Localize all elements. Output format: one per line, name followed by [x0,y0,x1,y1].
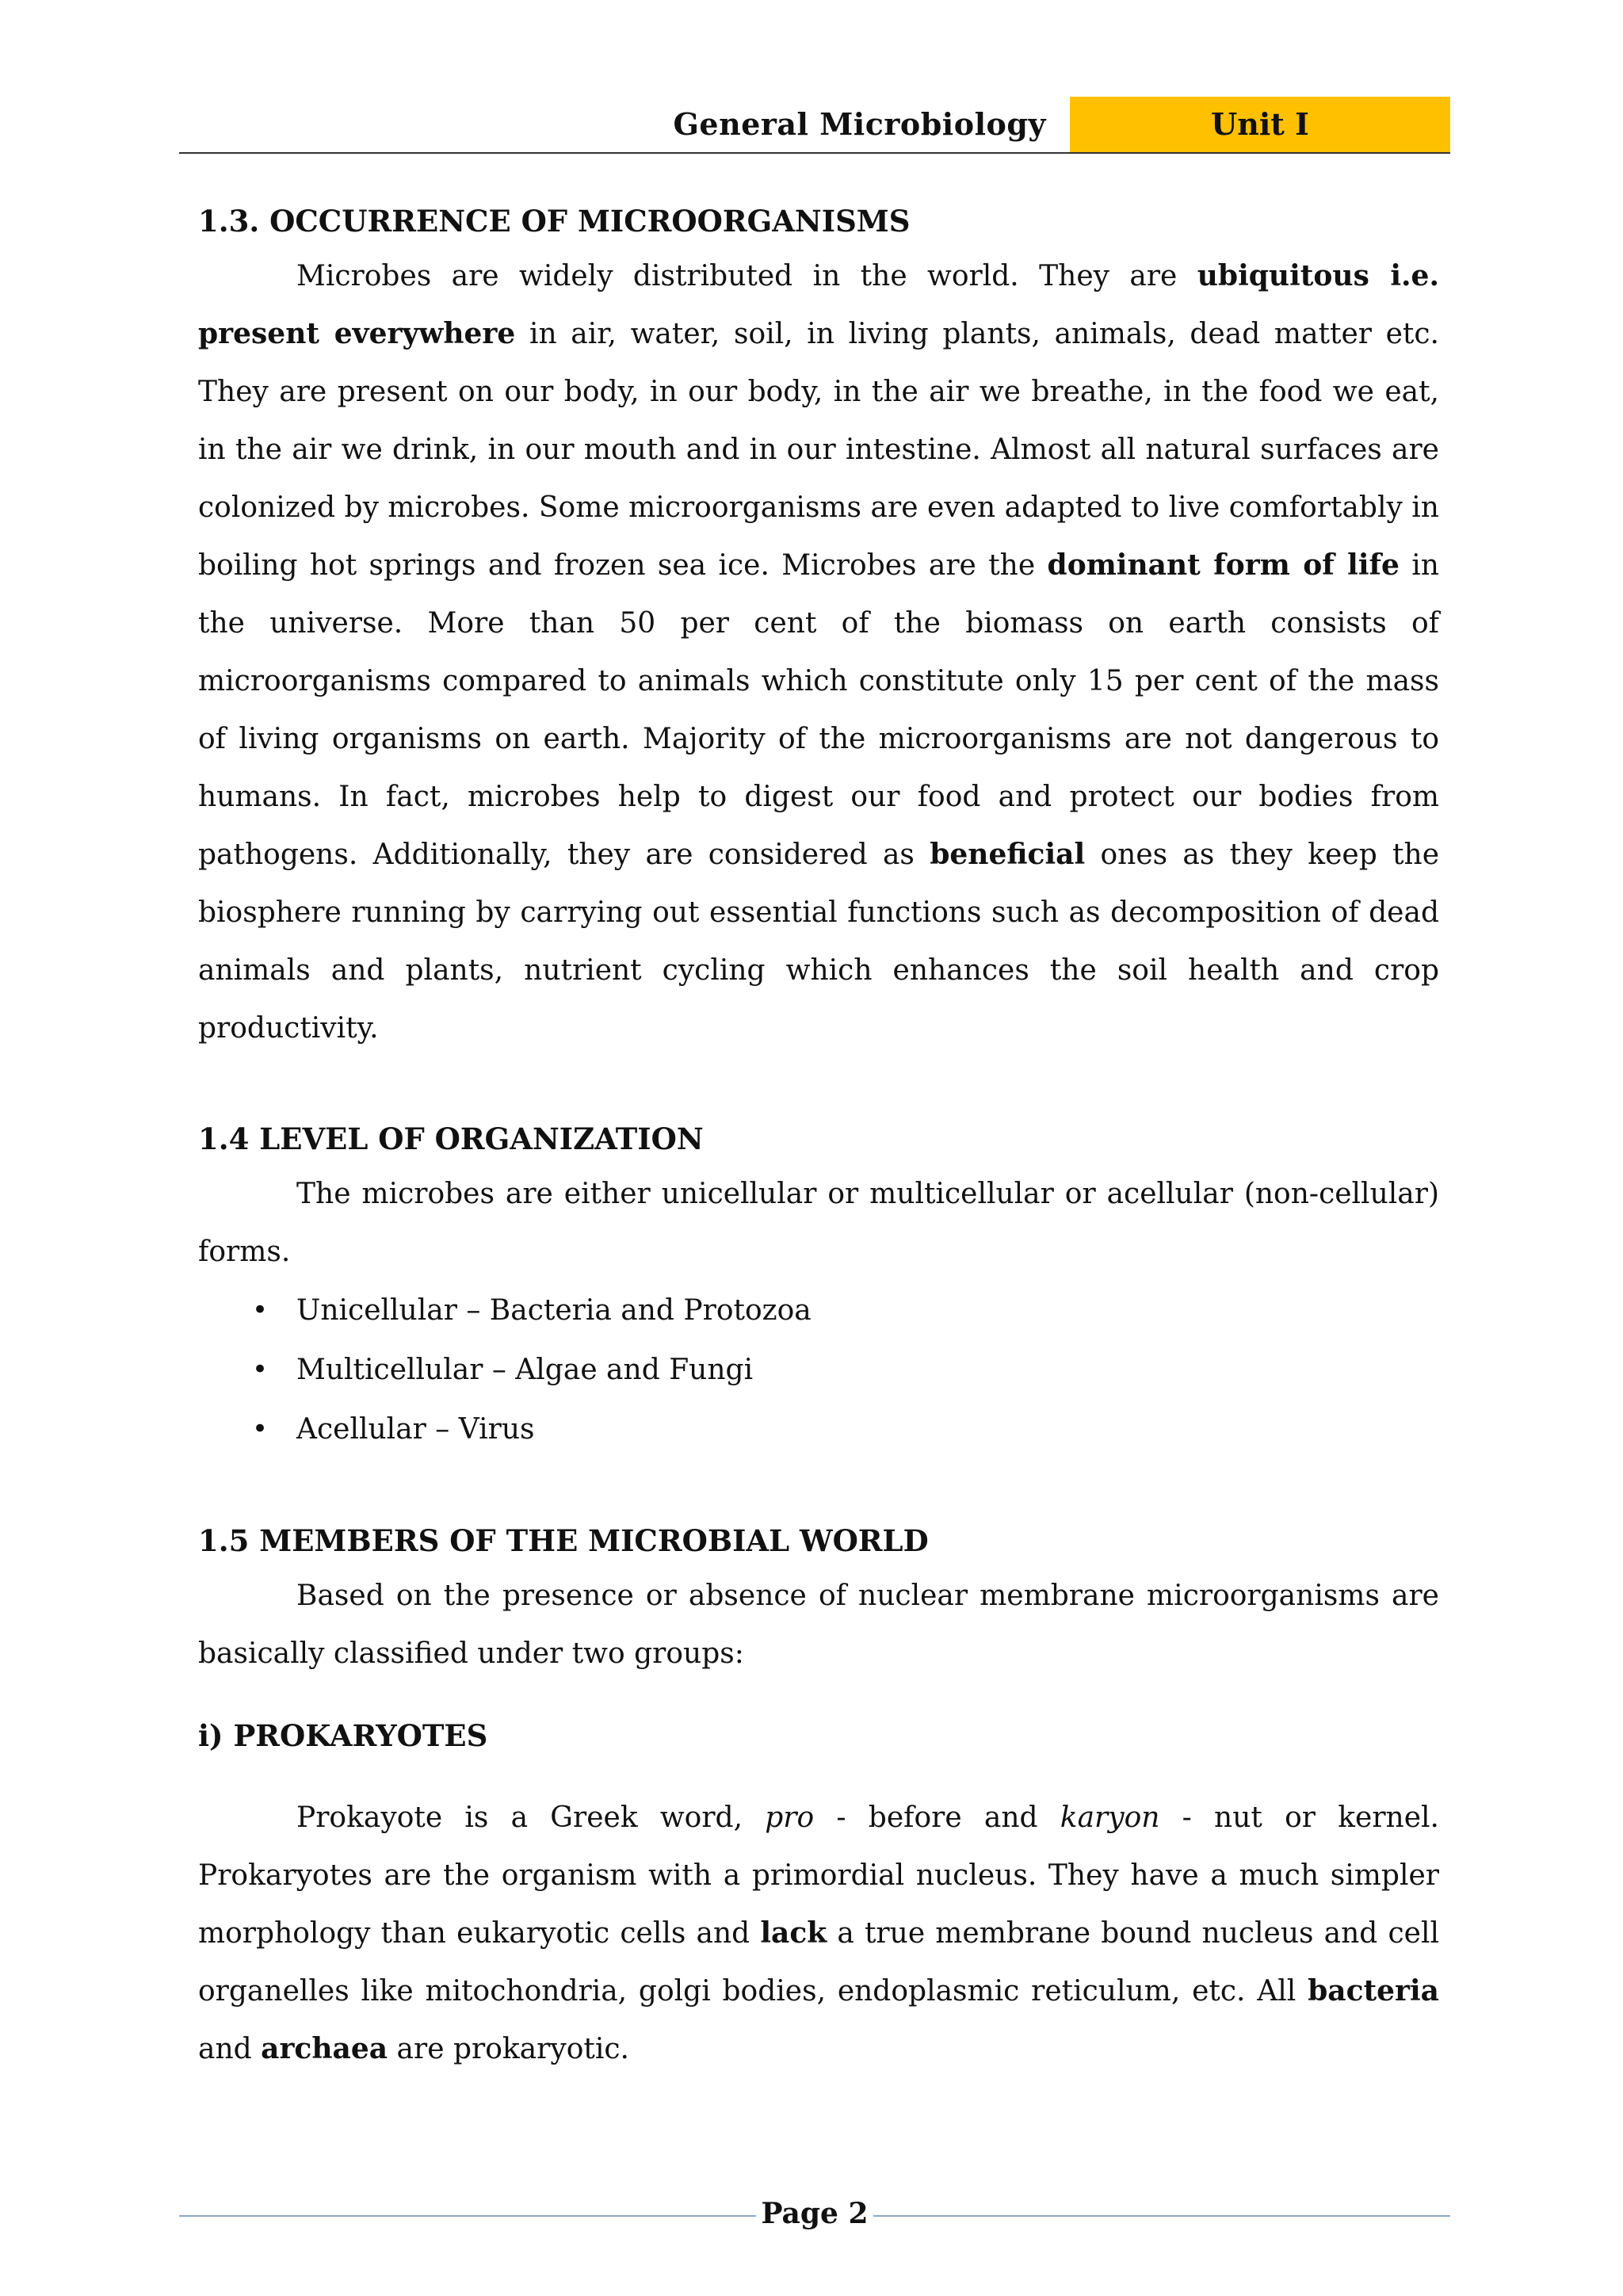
organization-list [198,1281,1439,1459]
bold-text: bacteria [1308,1974,1439,2008]
paragraph-occurrence [198,247,1439,1057]
italic-text: karyon [1060,1801,1160,1834]
unit-badge: Unit I [1070,97,1450,152]
text-run: Prokayote is a Greek word, [296,1801,766,1834]
list-item-text: Unicellular – Bacteria and Protozoa [296,1294,812,1327]
list-item [198,1340,1439,1400]
header-divider [179,152,1450,154]
bullet-icon: • [252,1413,269,1445]
section-heading-occurrence: 1.3. OCCURRENCE OF MICROORGANISMS [198,204,911,239]
section-heading-members: 1.5 MEMBERS OF THE MICROBIAL WORLD [198,1523,929,1558]
list-item [198,1400,1439,1459]
text-run: in the universe. More than 50 per cent of the biomass on earth consists of microorganisms compared to animals which constitute only 15 per cent of the mass of living organisms on earth. Majority of the microorganisms are not dangerous to humans. In fact, microbes help to digest our food and protect our bodies from pathogens. Additionally, they are considered as [198,549,1439,871]
subsection-heading-prokaryotes: i) PROKARYOTES [198,1718,488,1753]
italic-text: pro [765,1801,815,1834]
list-item [198,1281,1439,1340]
bullet-icon: • [252,1294,269,1326]
bullet-icon: • [252,1354,269,1385]
document-title: General Microbiology [673,106,1046,142]
bold-text: archaea [261,2032,388,2065]
list-item-text: Multicellular – Algae and Fungi [296,1354,754,1386]
text-run: - before and [814,1801,1060,1834]
section-heading-organization: 1.4 LEVEL OF ORGANIZATION [198,1121,704,1156]
bold-text: ubiquitous i.e. present everywhere [198,259,1439,350]
bold-text: dominant form of life [1047,548,1400,582]
text-run: a true membrane bound nucleus and cell organelles like mitochondria, golgi bodies, endoplasmic reticulum, etc. All [198,1917,1439,2008]
page-footer [179,2192,1450,2240]
text-run: and [198,2033,262,2065]
bold-text: beneficial [930,838,1086,871]
text-run: - nut or kernel. Prokaryotes are the organism with a primordial nucleus. They have a much simpler morphology than eukaryotic cells and [198,1801,1439,1950]
paragraph-prokaryotes [198,1789,1439,2078]
list-item-text: Acellular – Virus [296,1413,535,1446]
page-body [198,195,1439,2078]
paragraph-organization: The microbes are either unicellular or multicellular or acellular (non-cellular) forms. [198,1178,1439,1268]
text-run: ones as they keep the biosphere running by carrying out essential functions such as decomposition of dead animals and plants, nutrient cycling which enhances the soil health and crop productivity. [198,839,1440,1045]
bold-text: lack [760,1916,827,1950]
text-run: Microbes are widely distributed in the world. They are [296,260,1197,292]
paragraph-members: Based on the presence or absence of nuclear membrane microorganisms are basically classified under two groups: [198,1580,1439,1670]
page-number: Page 2 [761,2197,869,2230]
page-header [179,94,1450,154]
text-run: are prokaryotic. [388,2033,629,2065]
text-run: in air, water, soil, in living plants, animals, dead matter etc. They are present on our body, in our body, in the air we breathe, in the food we eat, in the air we drink, in our mouth and in our intestine. Almost all natural surfaces are colonized by microbes. Some microorganisms are even adapted to live comfortably in boiling hot springs and frozen sea ice. Microbes are the [198,318,1439,582]
